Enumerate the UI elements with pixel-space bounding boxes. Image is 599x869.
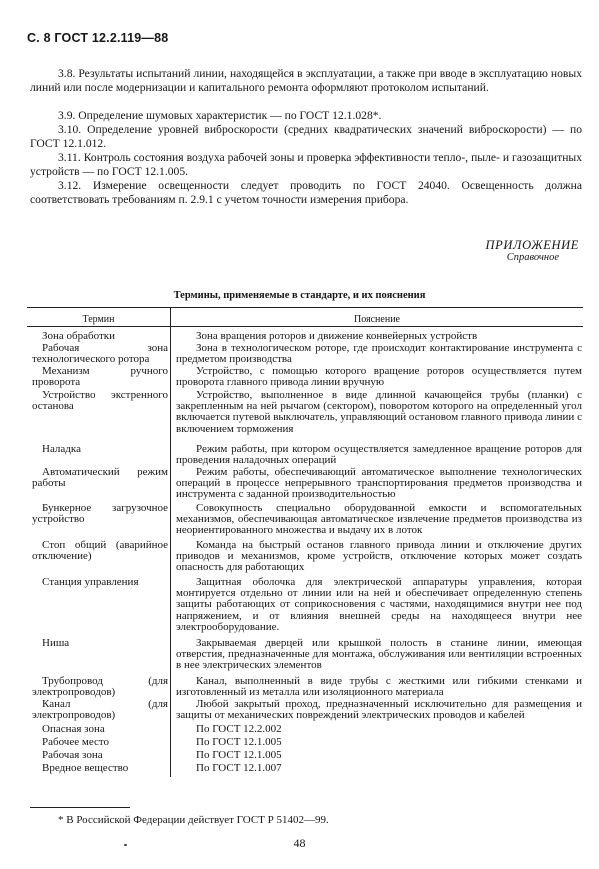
table-row-explanation: Команда на быстрый останов главного привода линии и отключение других приводов и механизмов, кроме устройств, отключение которых может создать опасность для работающих	[176, 539, 582, 574]
table-row-explanation: Зона в технологическом роторе, где происходит контактирование инструмента с предметом производства	[176, 342, 582, 366]
table-row-term: Рабочая зона технологического ротора	[32, 342, 168, 366]
table-row-explanation: Режим работы, обеспечивающий автоматическое выполнение технологических операций в процессе непрерывного транспортирования предметов производства и инструмента с заданной производительностью	[176, 466, 582, 501]
footnote-rule	[30, 807, 130, 808]
table-row-explanation: Устройство, выполненное в виде длинной качающейся трубы (планки) с закрепленным на ней рычагом (сектором), поворотом которого на определенный угол включается путевой выключатель, управляющий остановом главного привода линии с включением торможения	[176, 389, 582, 435]
paragraph-3-8: 3.8. Результаты испытаний линии, находящейся в эксплуатации, а также при вводе в эксплуатацию новых линий или после модернизации и капитального ремонта оформляют протоколом испытаний.	[30, 67, 582, 94]
appendix-title: ПРИЛОЖЕНИЕ	[485, 238, 579, 252]
column-header-term: Термин	[82, 314, 115, 325]
table-row-term: Рабочее место	[42, 736, 110, 748]
table-row-term: Устройство экстренного останова	[32, 389, 168, 413]
table-row-explanation: Защитная оболочка для электрической аппаратуры управления, которая монтируется отдельно от линии или на ней и обеспечивает определенную степень защиты работающих от соприкосновения с частями, находящимися внутри нее под напряжением, и от влияния внешней среды на находящееся внутри нее электрооборудование.	[176, 576, 582, 633]
table-row-explanation: Канал, выполненный в виде трубы с жесткими или гибкими стенками и изготовленный из металла или изоляционного материала	[176, 675, 582, 699]
paragraph-3-12: 3.12. Измерение освещенности следует проводить по ГОСТ 24040. Освещенность должна соответствовать требованиям п. 2.9.1 с учетом точности измерения прибора.	[30, 179, 582, 206]
scan-speck	[124, 844, 127, 846]
table-row-term: Рабочая зона	[42, 749, 103, 761]
table-row-explanation: По ГОСТ 12.1.005	[196, 736, 282, 748]
table-row-explanation: Совокупность специально оборудованной емкости и вспомогательных механизмов, обеспечивающая автоматическое извлечение предметов производства из неориентированного множества и выдачу их в лоток	[176, 502, 582, 537]
table-row-term: Вредное вещество	[42, 762, 129, 774]
table-row-explanation: Закрываемая дверцей или крышкой полость в станине линии, имеющая отверстия, предназначенные для монтажа, обслуживания или вентиляции встроенных в нее электрических элементов	[176, 637, 582, 672]
table-row-term: Трубопровод (для электропроводов)	[32, 675, 168, 699]
paragraph-3-10: 3.10. Определение уровней виброскорости (средних квадратических значений виброскорости) — по ГОСТ 12.1.012.	[30, 123, 582, 150]
appendix-subtitle: Справочное	[506, 252, 559, 263]
table-column-divider	[170, 307, 171, 777]
page-number: 48	[293, 836, 306, 850]
table-top-rule	[27, 307, 583, 308]
table-row-term: Канал (для электропроводов)	[32, 698, 168, 722]
table-row-term: Наладка	[42, 443, 81, 455]
table-row-explanation: Режим работы, при котором осуществляется замедленное вращение роторов для проведения наладочных операций	[176, 443, 582, 467]
table-row-term: Бункерное загрузочное устройство	[32, 502, 168, 526]
table-row-explanation: По ГОСТ 12.2.002	[196, 723, 282, 735]
table-row-term: Автоматический режим работы	[32, 466, 168, 490]
table-row-term: Механизм ручного проворота	[32, 365, 168, 389]
paragraph-3-11: 3.11. Контроль состояния воздуха рабочей зоны и проверка эффективности тепло-, пыле- и газозащитных устройств — по ГОСТ 12.1.005.	[30, 151, 582, 178]
table-row-explanation: По ГОСТ 12.1.007	[196, 762, 282, 774]
footnote: * В Российской Федерации действует ГОСТ Р 51402—99.	[58, 814, 329, 826]
column-header-explanation: Пояснение	[353, 314, 400, 325]
table-row-explanation: Устройство, с помощью которого вращение роторов осуществляется путем проворота главного привода линии вручную	[176, 365, 582, 389]
table-row-term: Ниша	[42, 637, 70, 649]
table-row-explanation: Любой закрытый проход, предназначенный исключительно для размещения и защиты от механических повреждений электрических проводов и кабелей	[176, 698, 582, 722]
table-row-term: Зона обработки	[42, 330, 115, 342]
table-row-explanation: Зона вращения роторов и движение конвейерных устройств	[196, 330, 478, 342]
page-header: С. 8 ГОСТ 12.2.119—88	[27, 31, 169, 45]
table-row-explanation: По ГОСТ 12.1.005	[196, 749, 282, 761]
paragraph-3-9: 3.9. Определение шумовых характеристик — по ГОСТ 12.1.028*.	[58, 109, 382, 122]
table-row-term: Стоп общий (аварийное отключение)	[32, 539, 168, 563]
table-row-term: Опасная зона	[42, 723, 105, 735]
table-row-term: Станция управления	[42, 576, 139, 588]
table-title: Термины, применяемые в стандарте, и их пояснения	[173, 290, 426, 301]
table-header-rule	[27, 326, 583, 327]
